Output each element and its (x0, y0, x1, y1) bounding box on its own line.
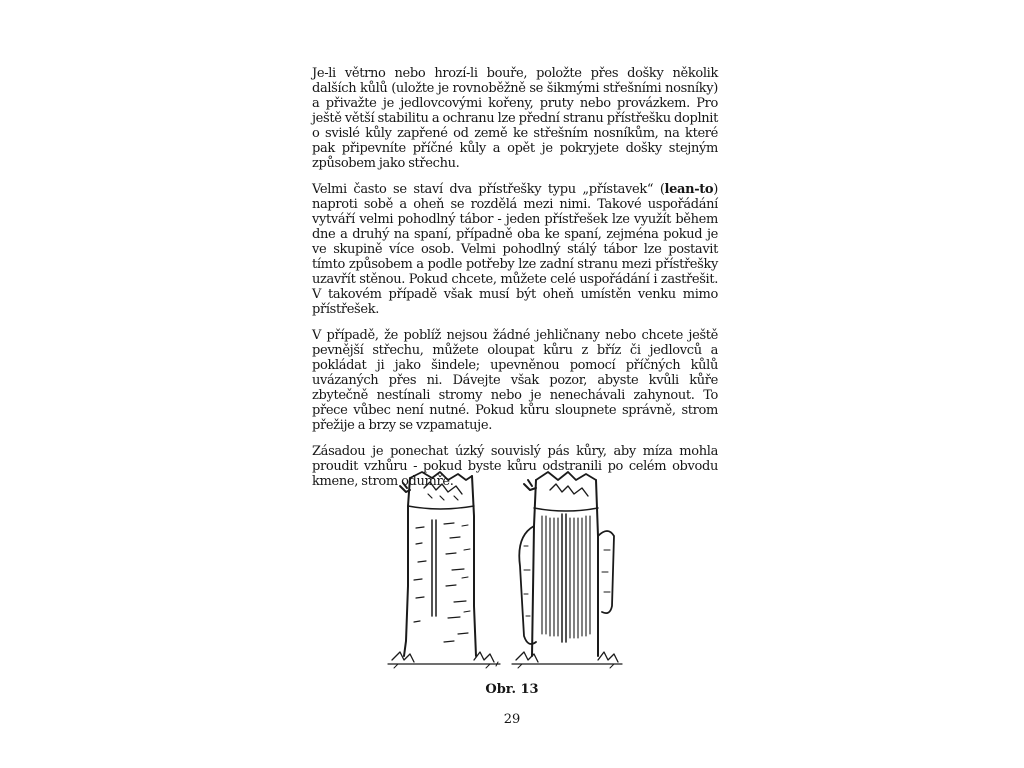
page-body (312, 66, 718, 500)
paragraph-3 (312, 328, 718, 433)
figure-13 (370, 466, 640, 676)
paragraph-2 (312, 182, 718, 317)
page-number: 29 (503, 712, 521, 727)
birch-trunk-bark-cut-icon (388, 472, 500, 668)
paragraph-4-text: Zásadou je ponechat úzký souvislý pás kůry, aby míza mohla proudit vzhůru - pokud byste kůru odstranili po celém obvodu kmene, strom odumře. (312, 444, 718, 489)
lean-to-term: lean-to (664, 182, 714, 197)
birch-trunk-bark-peeled-icon (512, 472, 622, 668)
paragraph-1-text: Je-li větrno nebo hrozí-li bouře, položte přes došky několik dalších kůlů (uložte je rovnoběžně se šikmými střešními nosníky) a přivažte je jedlovcovými kořeny, pruty nebo provázkem. Pro ještě větší stabilitu a ochranu lze přední stranu přístřešku doplnit o svislé kůly zapřené od země ke střešním nosníkům, na které pak připevníte příčné kůly a opět je pokryjete došky stejným způsobem jako střechu. (312, 66, 718, 171)
figure-caption: Obr. 13 (485, 682, 539, 697)
paragraph-1 (312, 66, 718, 171)
paragraph-2-text-end: ) naproti sobě a oheň se rozdělá mezi nimi. Takové uspořádání vytváří velmi pohodlný tábor - jeden přístřešek lze využít během dne a druhý na spaní, případně oba ke spaní, zejména pokud je ve skupině více osob. Velmi pohodlný stálý tábor lze postavit tímto způsobem a podle potřeby lze zadní stranu mezi přístřešky uzavřít stěnou. Pokud chcete, můžete celé uspořádání i zastřešit. V takovém případě však musí být oheň umístěn venku mimo přístřešek. (312, 182, 718, 317)
paragraph-3-text: V případě, že poblíž nejsou žádné jehličnany nebo chcete ještě pevnější střechu, můžete oloupat kůru z bříz či jedlovců a pokládat ji jako šindele; upevněnou pomocí příčných kůlů uvázaných přes ni. Dávejte však pozor, abyste kvůli kůře zbytečně nestínali stromy nebo je nenechávali zahynout. To přece vůbec není nutné. Pokud kůru sloupnete správně, strom přežije a brzy se vzpamatuje. (312, 328, 718, 433)
paragraph-2-text-start: Velmi často se staví dva přístřešky typu „přístavek“ ( (312, 182, 665, 197)
